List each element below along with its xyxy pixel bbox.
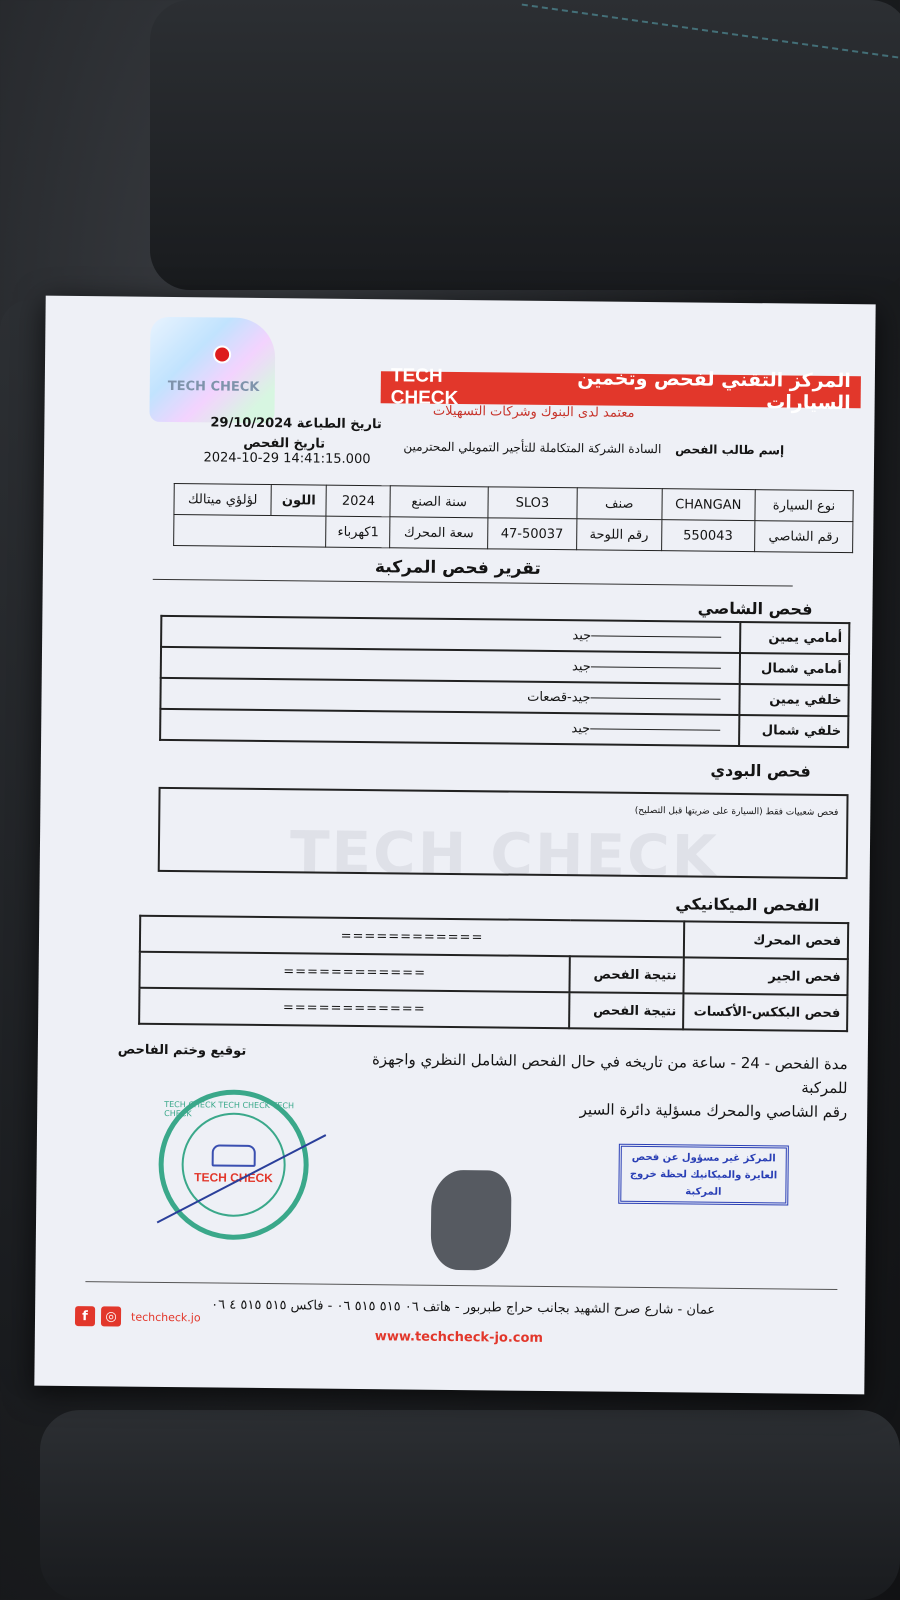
engine-check-value: ============ (140, 916, 684, 958)
vehicle-color-value: لؤلؤي ميتالك (174, 484, 271, 516)
arrow-line (591, 635, 721, 637)
axle-result-value: ============ (139, 988, 569, 1029)
car-icon (212, 1144, 256, 1166)
fingerprint-stamp (431, 1170, 512, 1271)
header-subtitle: معتمد لدى البنوك وشركات التسهيلات (432, 403, 635, 421)
signature-label: توقيع وختم الفاحص (117, 1042, 247, 1059)
engine-check-label: فحص المحرك (684, 921, 848, 959)
gear-result-label: نتيجة الفحص (569, 956, 683, 993)
instagram-icon[interactable]: ◎ (101, 1306, 121, 1326)
brand-name: TECH CHECK (390, 365, 459, 410)
red-dot-icon (213, 345, 231, 363)
seal-ring-text: TECH CHECK TECH CHECK TECH CHECK (164, 1099, 295, 1119)
vehicle-engine-label: سعة المحرك (390, 517, 488, 549)
vehicle-plate-label: رقم اللوحة (576, 519, 661, 551)
print-date-label: تاريخ الطباعة (296, 416, 382, 433)
vehicle-year-value: 2024 (326, 485, 390, 517)
chassis-row-value (160, 709, 739, 746)
body-note: فحص شعبيات فقط (السيارة على ضربتها قبل التصليح) (634, 805, 839, 819)
disclaimer-text: المركز غير مسؤول عن فحص العايرة والميكانيك لحظة خروج المركبة (629, 1151, 778, 1198)
body-notes-box (158, 787, 849, 879)
arrow-line (590, 728, 720, 730)
vehicle-chassis-label: رقم الشاصي (754, 521, 852, 553)
requester (403, 439, 784, 457)
table-row (160, 709, 848, 747)
vehicle-type-value: CHANGAN (661, 489, 755, 521)
gear-result-value: ============ (139, 952, 569, 993)
footer-address: عمان - شارع صرح الشهيد بجانب حراج طبربور - هاتف ٠٦ ٥١٥ ٥١٥ ٠٦ - فاكس ٥١٥ ٥١٥ ٤ ٠٦ (211, 1297, 716, 1318)
vehicle-class-label: صنف (577, 488, 662, 520)
watermark: TECH CHECK (289, 818, 719, 891)
table-row (174, 515, 853, 553)
requester-label: إسم طالب الفحص (675, 442, 785, 458)
axle-check-label: فحص البككس-الأكسات (683, 993, 847, 1031)
check-date-label: تاريخ الفحص (243, 435, 326, 452)
footer-website[interactable]: www.techcheck-jo.com (374, 1329, 544, 1346)
seat-back (150, 0, 900, 290)
social-links (75, 1306, 201, 1327)
inspection-report-paper (34, 296, 875, 1395)
check-date-value: 2024-10-29 14:41:15.000 (203, 450, 371, 468)
table-row (139, 988, 847, 1031)
vehicle-engine-value: 1كهرباء (326, 516, 390, 548)
gear-check-label: فحص الجير (683, 957, 847, 995)
body-section-title: فحص البودي (710, 760, 811, 781)
chassis-section-title: فحص الشاصي (697, 598, 813, 619)
chassis-row-text: جيد-قصعات (527, 689, 591, 706)
chassis-row-label: أمامي يمين (740, 622, 849, 654)
vehicle-color-label: اللون (271, 485, 327, 517)
chassis-row-label: خلفي شمال (739, 715, 848, 747)
vehicle-info-table (173, 483, 854, 553)
hologram-text: TECH CHECK (167, 378, 260, 395)
footer-divider (85, 1281, 837, 1290)
mechanical-section-title: الفحص الميكانيكي (675, 894, 820, 915)
company-seal (158, 1089, 310, 1241)
mechanical-table (138, 915, 849, 1032)
chassis-row-text: جيد (571, 659, 591, 675)
vehicle-class-value: SLO3 (488, 487, 577, 519)
chassis-row-text: جيد (572, 628, 592, 644)
axle-result-label: نتيجة الفحص (569, 992, 683, 1029)
chassis-table (159, 615, 850, 748)
print-date-value: 29/10/2024 (210, 415, 293, 432)
social-handle[interactable]: techcheck.jo (130, 1310, 201, 1324)
requester-value: السادة الشركة المتكاملة للتأجير التمويلي المحترمين (403, 439, 662, 457)
report-title: تقرير فحص المركبة (374, 557, 541, 579)
validity-line-1: مدة الفحص - 24 - ساعة من تاريخه في حال الفحص الشامل النظري واجهزة للمركبة (371, 1050, 848, 1098)
vehicle-type-label: نوع السيارة (755, 490, 853, 522)
validity-line-2: رقم الشاصي والمحرك مسؤلية دائرة السير (579, 1100, 848, 1122)
empty-cell (174, 515, 327, 548)
seal-brand: TECH CHECK (194, 1170, 273, 1186)
hologram-sticker (149, 317, 275, 423)
chassis-row-label: أمامي شمال (740, 653, 849, 685)
vehicle-plate-value: 47-50037 (487, 518, 576, 550)
print-date (204, 415, 382, 432)
chassis-row-label: خلفي يمين (739, 684, 848, 716)
header-title: المركز التقني لفحص وتخمين السيارات (577, 367, 851, 415)
vehicle-year-label: سنة الصنع (390, 486, 488, 518)
chassis-row-text: جيد (571, 721, 591, 737)
check-date (164, 435, 404, 468)
arrow-line (591, 697, 721, 699)
disclaimer-stamp (618, 1144, 789, 1206)
validity-note (327, 1047, 848, 1124)
seat-cushion (40, 1410, 900, 1600)
facebook-icon[interactable]: f (75, 1306, 95, 1326)
vehicle-chassis-value: 550043 (661, 520, 755, 552)
arrow-line (591, 666, 721, 668)
